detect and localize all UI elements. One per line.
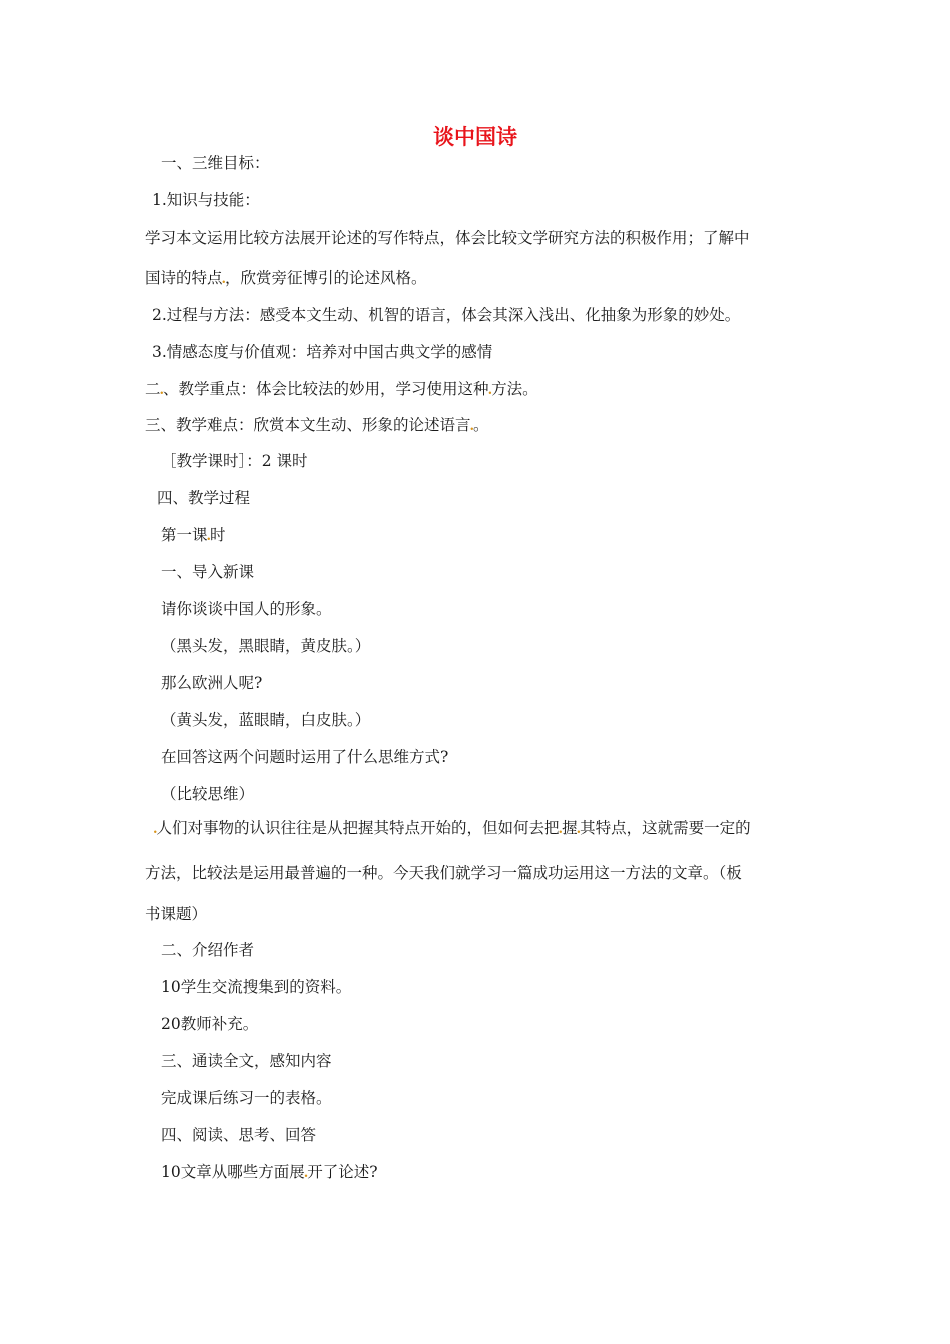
marker-dot: . [221, 272, 227, 287]
step-discussion: 四、阅读、思考、回答 [161, 1126, 317, 1144]
step-author: 二、介绍作者 [161, 941, 255, 959]
paragraph-line: 国诗的特点.，欣赏旁征博引的论述风格。 [145, 269, 427, 287]
marker-dot: . [159, 383, 165, 398]
section-objectives: 一、三维目标： [161, 154, 270, 172]
marker-dot: . [206, 529, 212, 544]
marker-dot: . [487, 383, 493, 398]
paragraph-line: 10文章从哪些方面展.开了论述? [161, 1163, 378, 1181]
paragraph-line: 书课题） [145, 905, 208, 923]
paragraph-line: 完成课后练习一的表格。 [161, 1089, 332, 1107]
paragraph-line: .人们对事物的认识往往是从把握其特点开始的，但如何去把.握.其特点，这就需要一定的 [153, 819, 751, 837]
objective-attitude: 3.情感态度与价值观：培养对中国古典文学的感情 [152, 343, 493, 361]
paragraph-line: 那么欧洲人呢? [161, 674, 263, 692]
marker-dot: . [303, 1166, 309, 1181]
class-hours: ［教学课时］：2 课时 [161, 452, 308, 470]
paragraph-line: （黄头发，蓝眼睛，白皮肤。） [161, 711, 371, 729]
objective-knowledge: 1.知识与技能： [152, 191, 260, 209]
paragraph-line: 10学生交流搜集到的资料。 [161, 978, 352, 996]
marker-dot: . [469, 419, 475, 434]
paragraph-line: 方法，比较法是运用最普遍的一种。今天我们就学习一篇成功运用这一方法的文章。（板 [145, 864, 742, 882]
section-process: 四、教学过程 [157, 489, 251, 507]
paragraph-line: （黑头发，黑眼睛，黄皮肤。） [161, 637, 371, 655]
objective-process: 2.过程与方法：感受本文生动、机智的语言，体会其深入浅出、化抽象为形象的妙处。 [152, 306, 741, 324]
paragraph-line: （比较思维） [161, 785, 255, 803]
marker-dot: . [576, 822, 582, 837]
section-difficulties: 三、教学难点：欣赏本文生动、形象的论述语言.。 [145, 416, 489, 434]
page-title: 谈中国诗 [433, 125, 517, 149]
section-key-points: 二.、教学重点：体会比较法的妙用，学习使用这种.方法。 [145, 380, 538, 398]
paragraph-line: 学习本文运用比较方法展开论述的写作特点，体会比较文学研究方法的积极作用；了解中 [145, 229, 750, 247]
marker-dot: . [153, 822, 158, 837]
paragraph-line: 在回答这两个问题时运用了什么思维方式? [161, 748, 449, 766]
step-introduction: 一、导入新课 [161, 563, 255, 581]
step-reading: 三、通读全文，感知内容 [161, 1052, 332, 1070]
paragraph-line: 请你谈谈中国人的形象。 [161, 600, 332, 618]
first-lesson: 第一课.时 [161, 526, 226, 544]
paragraph-line: 20教师补充。 [161, 1015, 259, 1033]
marker-dot: . [558, 822, 564, 837]
